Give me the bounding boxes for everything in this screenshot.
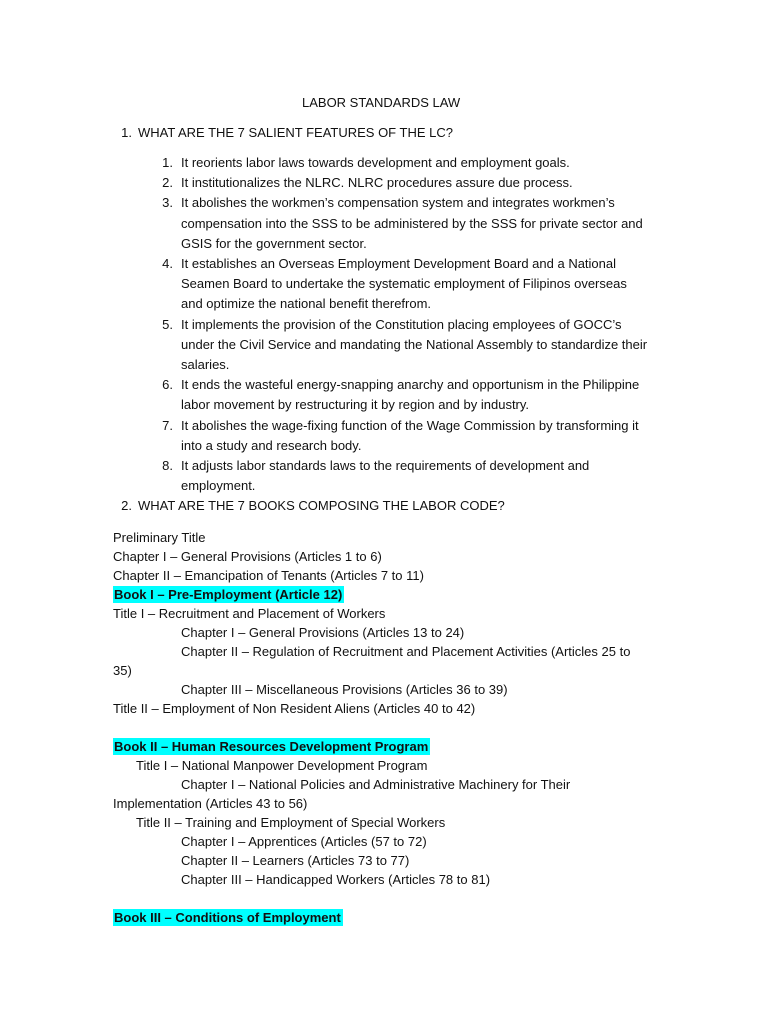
outline-title: Title I – Recruitment and Placement of Workers (113, 606, 386, 621)
feature-text-line: Seamen Board to undertake the systematic employment of Filipinos overseas (181, 276, 627, 292)
feature-text-line: It ends the wasteful energy-snapping anarchy and opportunism in the Philippine (181, 377, 640, 393)
outline-chapter: Chapter III – Miscellaneous Provisions (Articles 36 to 39) (181, 682, 508, 697)
feature-text-line: and optimize the national benefit therefrom. (181, 296, 432, 312)
feature-number: 2. (162, 175, 173, 191)
outline-title: Title I – National Manpower Development Program (136, 758, 428, 773)
question-number: 2. (121, 498, 132, 513)
feature-text-line: under the Civil Service and mandating the National Assembly to standardize their (181, 336, 648, 352)
feature-text-line: into a study and research body. (181, 437, 362, 453)
outline-chapter: Chapter I – General Provisions (Articles 13 to 24) (181, 625, 465, 640)
book-heading (113, 909, 343, 927)
feature-number: 3. (162, 195, 173, 211)
question-heading: WHAT ARE THE 7 SALIENT FEATURES OF THE LC? (138, 125, 453, 140)
feature-number: 7. (162, 417, 173, 433)
outline-chapter: Chapter I – Apprentices (Articles (57 to 72) (181, 834, 427, 849)
feature-number: 6. (162, 377, 173, 393)
feature-text-line: compensation into the SSS to be administered by the SSS for private sector and (181, 215, 643, 231)
outline-chapter: Chapter II – Learners (Articles 73 to 77) (181, 853, 410, 868)
feature-text-line: labor movement by restructuring it by region and by industry. (181, 397, 530, 413)
question-heading: WHAT ARE THE 7 BOOKS COMPOSING THE LABOR CODE? (138, 498, 505, 513)
feature-text-line: It institutionalizes the NLRC. NLRC procedures assure due process. (181, 175, 573, 191)
feature-text-line: It implements the provision of the Constitution placing employees of GOCC’s (181, 316, 622, 332)
feature-number: 8. (162, 458, 173, 473)
outline-title: Title II – Training and Employment of Special Workers (136, 815, 446, 830)
book-heading-text: Book II – Human Resources Development Program (114, 739, 429, 754)
outline-preliminary-title: Preliminary Title (113, 530, 206, 545)
feature-text-line: It adjusts labor standards laws to the requirements of development and (181, 458, 590, 473)
feature-text-line: It abolishes the wage-fixing function of the Wage Commission by transforming it (181, 417, 639, 433)
feature-number: 5. (162, 316, 173, 332)
outline-chapter-continued: Implementation (Articles 43 to 56) (113, 796, 308, 811)
outline-chapter: Chapter II – Emancipation of Tenants (Articles 7 to 11) (113, 568, 424, 583)
feature-number: 1. (162, 155, 173, 170)
feature-text-line: It abolishes the workmen’s compensation system and integrates workmen’s (181, 195, 615, 211)
outline-chapter: Chapter I – General Provisions (Articles 1 to 6) (113, 549, 382, 564)
book-heading (113, 586, 344, 604)
feature-text-line: employment. (181, 478, 256, 494)
feature-text-line: salaries. (181, 357, 230, 372)
document-title: LABOR STANDARDS LAW (302, 95, 461, 110)
feature-text-line: GSIS for the government sector. (181, 235, 367, 251)
question-number: 1. (121, 125, 132, 140)
feature-text-line: It reorients labor laws towards development and employment goals. (181, 155, 570, 170)
feature-number: 4. (162, 256, 173, 271)
outline-chapter: Chapter III – Handicapped Workers (Articles 78 to 81) (181, 872, 491, 887)
outline-chapter-continued: 35) (113, 663, 132, 678)
outline-title: Title II – Employment of Non Resident Aliens (Articles 40 to 42) (113, 701, 476, 716)
outline-chapter: Chapter II – Regulation of Recruitment and Placement Activities (Articles 25 to (181, 644, 631, 659)
book-heading-text: Book III – Conditions of Employment (114, 910, 341, 925)
book-heading (113, 738, 430, 756)
outline-chapter: Chapter I – National Policies and Administrative Machinery for Their (181, 777, 571, 792)
feature-text-line: It establishes an Overseas Employment Development Board and a National (181, 256, 617, 271)
book-heading-text: Book I – Pre-Employment (Article 12) (114, 587, 343, 602)
